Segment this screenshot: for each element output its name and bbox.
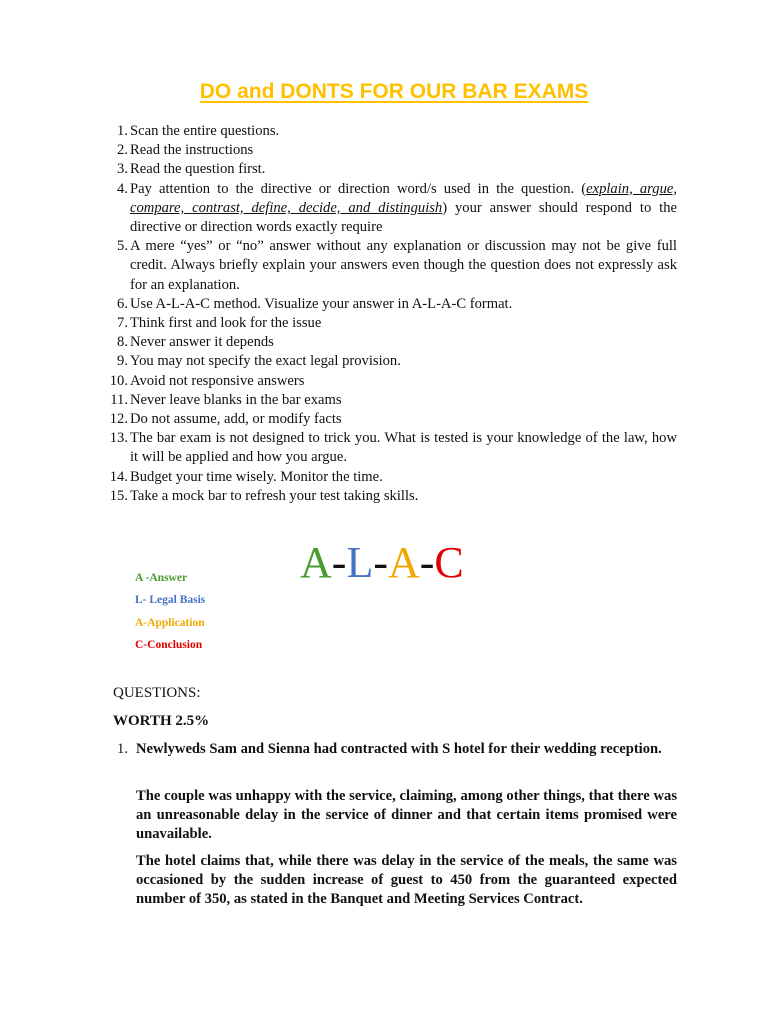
rule-text: The bar exam is not designed to trick you. What is tested is your knowledge of the law, how it will be applied and how you argue. [130,430,677,466]
rule-item [0,391,768,410]
rule-number: 13. [109,430,128,447]
rule-item [0,410,768,429]
rule-item [0,122,768,141]
rule-number: 2. [117,142,128,159]
rule-text: Scan the entire questions. [130,123,280,139]
alac-dash: - [419,538,435,587]
alac-heading [300,535,464,591]
rule-number: 1. [117,123,128,139]
legend-application: A-Application [135,616,205,629]
rule-number: 14. [109,468,128,485]
rule-item [0,160,768,179]
rule-number: 8. [117,334,128,351]
rule-number: 5. [117,238,128,255]
alac-dash: - [373,538,388,587]
rule-number: 7. [117,315,128,332]
legend-answer: A -Answer [135,572,188,584]
rule-item [0,487,768,506]
directive-words: explain, argue, compare, contrast, define, decide, and distinguish [130,180,677,216]
rule-number: 9. [117,353,128,370]
legend-conclusion: C-Conclusion [135,639,203,652]
rule-item [0,468,768,487]
alac-letter-l: L [346,538,374,587]
rule-text: Avoid not responsive answers [130,372,305,389]
rule-text: Read the instructions [130,142,254,159]
alac-letter-a1: A [300,538,332,587]
rule-item [0,295,768,314]
alac-letter-c: C [434,538,464,587]
rule-text [130,180,677,238]
rule-text: Use A-L-A-C method. Visualize your answer in A-L-A-C format. [130,295,513,312]
rule-text: Read the question first. [130,161,266,178]
alac-legend [135,567,205,657]
alac-letter-a2: A [387,538,420,587]
rule-text: A mere “yes” or “no” answer without any explanation or discussion may not be give full credit. Always briefly explain your answers even though the question does not expressly ask for an explanation. [130,238,677,293]
question-paragraph-3: The hotel claims that, while there was delay in the service of the meals, the same was occasioned by the sudden increase of guest to 450 from the guaranteed expected number of 350, as stated in the Banquet and Meeting Services Contract. [136,853,677,908]
worth-label: WORTH 2.5% [113,713,210,729]
alac-dash: - [331,538,347,587]
rule-text-part: ) your answer should respond to the directive or direction words exactly require [130,199,677,236]
rule-number: 11. [110,391,128,408]
rule-text: Never answer it depends [130,334,274,351]
rule-text: You may not specify the exact legal provision. [130,353,401,370]
rule-text: Do not assume, add, or modify facts [130,411,342,428]
rule-item [0,141,768,160]
rule-number: 10. [109,372,128,389]
rule-number: 15. [109,487,128,504]
question-number: 1. [117,741,128,757]
rule-item [0,429,768,467]
rule-item [0,314,768,333]
rule-text: Take a mock bar to refresh your test taking skills. [130,487,419,504]
rule-item [0,372,768,391]
question-paragraph-1: Newlyweds Sam and Sienna had contracted with S hotel for their wedding reception. [136,741,662,757]
rule-number: 12. [109,411,128,428]
rule-item [0,237,768,295]
rule-text: Budget your time wisely. Monitor the time. [130,468,383,485]
legend-legal-basis: L- Legal Basis [135,594,206,607]
rule-item [0,352,768,371]
question-paragraph-2: The couple was unhappy with the service, claiming, among other things, that there was an unreasonable delay in the service of dinner and that certain items promised were unavailable. [136,788,677,843]
rule-item [0,333,768,352]
rule-text: Never leave blanks in the bar exams [130,391,342,408]
rule-item [0,180,768,238]
rule-number: 4. [117,180,128,197]
rule-text-part: Pay attention to the directive or direction word/s used in the question. ( [130,180,587,197]
rule-number: 3. [117,161,128,178]
rule-number: 6. [117,295,128,312]
rule-text: Think first and look for the issue [130,315,322,332]
document-title: DO and DONTS FOR OUR BAR EXAMS [199,80,589,103]
rules-list [0,122,768,506]
questions-heading: QUESTIONS: [113,685,201,701]
